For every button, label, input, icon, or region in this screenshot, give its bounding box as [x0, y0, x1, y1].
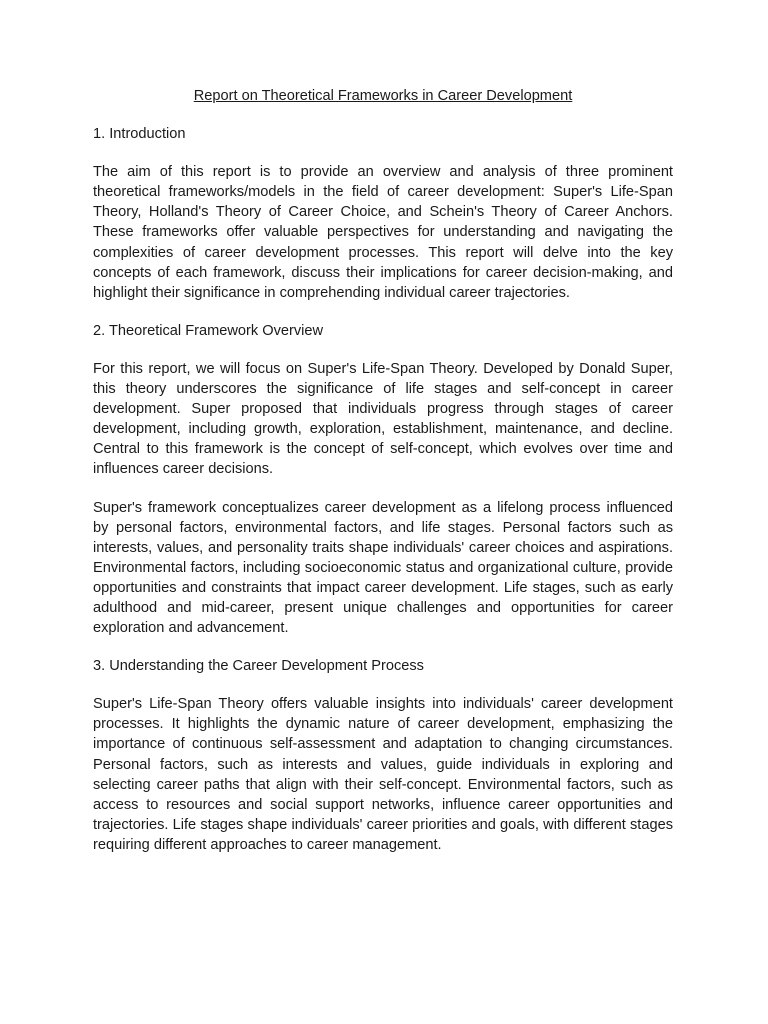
- document-body: [93, 86, 673, 873]
- framework-overview-paragraph-1: For this report, we will focus on Super's Life-Span Theory. Developed by Donald Super, this theory underscores the significance of life stages and self-concept in career development. Super proposed that individuals progress through stages of career development, including growth, exploration, establishment, maintenance, and decline. Central to this framework is the concept of self-concept, which evolves over time and influences career decisions.: [93, 360, 673, 478]
- career-process-paragraph: Super's Life-Span Theory offers valuable insights into individuals' career development processes. It highlights the dynamic nature of career development, emphasizing the importance of continuous self-assessment and adaptation to changing circumstances. Personal factors, such as interests and values, guide individuals in exploring and selecting career paths that align with their self-concept. Environmental factors, such as access to resources and social support networks, influence career opportunities and trajectories. Life stages shape individuals' career priorities and goals, with different stages requiring different approaches to career management.: [93, 696, 673, 853]
- framework-overview-paragraph-2: Super's framework conceptualizes career development as a lifelong process influenced by personal factors, environmental factors, and life stages. Personal factors such as interests, values, and personality traits shape individuals' career choices and aspirations. Environmental factors, including socioeconomic status and organizational culture, provide opportunities and constraints that impact career development. Life stages, such as early adulthood and mid-career, present unique challenges and opportunities for career exploration and advancement.: [93, 499, 673, 637]
- document-title: Report on Theoretical Frameworks in Career Development: [193, 88, 573, 104]
- introduction-paragraph: The aim of this report is to provide an overview and analysis of three prominent theoretical frameworks/models in the field of career development: Super's Life-Span Theory, Holland's Theory of Career Choice, and Schein's Theory of Career Anchors. These frameworks offer valuable perspectives for understanding and navigating the complexities of career development processes. This report will delve into the key concepts of each framework, discuss their implications for career decision-making, and highlight their significance in comprehending individual career trajectories.: [93, 164, 673, 301]
- section-heading-introduction: 1. Introduction: [93, 126, 186, 143]
- section-heading-framework-overview: 2. Theoretical Framework Overview: [93, 322, 324, 339]
- section-heading-career-process: 3. Understanding the Career Development Process: [93, 658, 424, 675]
